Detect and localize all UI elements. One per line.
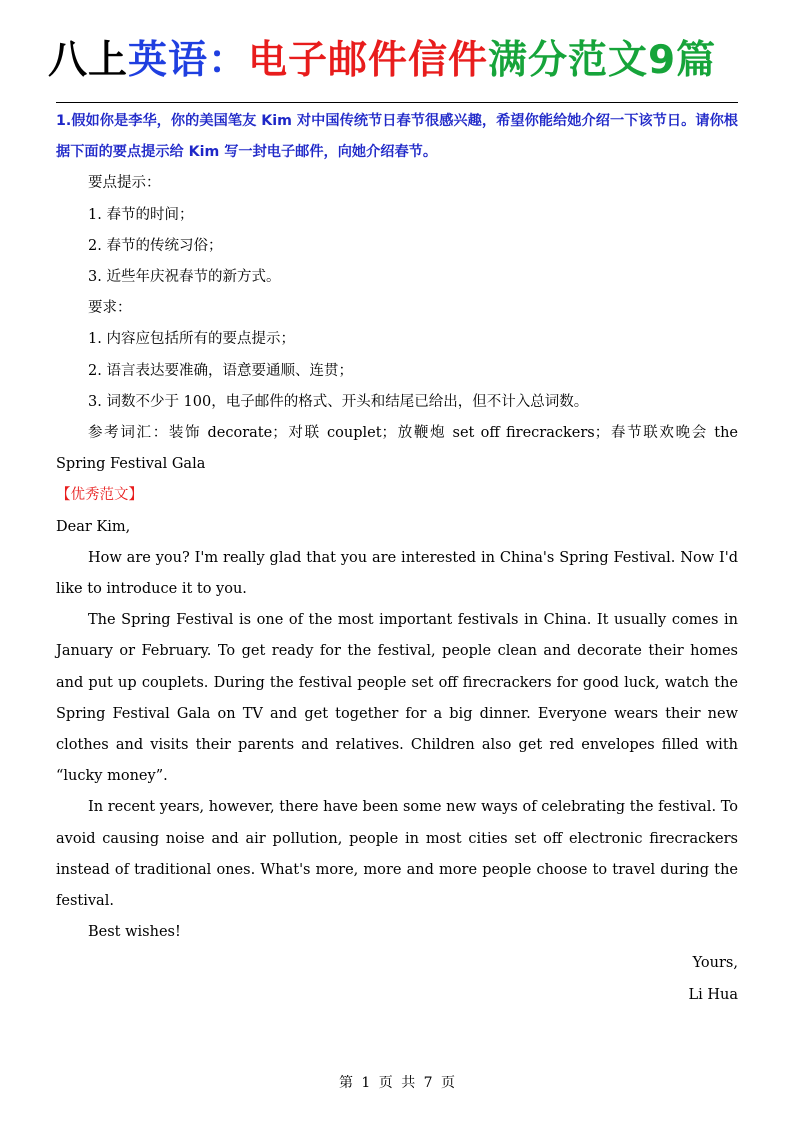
sample-label: 【优秀范文】 (56, 487, 143, 504)
letter-closing: Best wishes! (88, 924, 181, 941)
title-part-1: 八上 (48, 38, 129, 83)
requirement-item: 2. 语言表达要准确，语意要通顺、连贯； (88, 362, 353, 379)
requirement-item: 1. 内容应包括所有的要点提示； (88, 331, 295, 348)
title-divider (56, 102, 738, 103)
points-heading: 要点提示： (88, 175, 161, 192)
title-part-3: 电子邮件信件 (248, 38, 489, 83)
reference-vocabulary: 参考词汇：装饰 decorate；对联 couplet；放鞭炮 set off firecrackers；春节联欢晚会 the Spring Festival Gala (56, 425, 738, 473)
letter-greeting: Dear Kim, (56, 518, 131, 535)
page-title (48, 30, 768, 92)
document-body (56, 106, 738, 1011)
letter-paragraph: The Spring Festival is one of the most important festivals in China. It usually comes in January or February. To get ready for the festival, people clean and decorate their homes and put up couplets. During the festival people set off firecrackers for good luck, watch the Spring Festival Gala on TV and get together for a big dinner. Everyone wears their new clothes and visits their parents and relatives. Children also get red envelopes filled with “lucky money”. (56, 612, 738, 785)
title-part-4: 满分范文9篇 (488, 38, 717, 83)
point-item: 1. 春节的时间； (88, 206, 194, 223)
letter-paragraph: How are you? I'm really glad that you are interested in China's Spring Festival. Now I'd like to introduce it to you. (56, 549, 738, 598)
letter-signature: Li Hua (688, 986, 738, 1003)
point-item: 3. 近些年庆祝春节的新方式。 (88, 269, 281, 286)
requirements-heading: 要求： (88, 300, 132, 317)
letter-paragraph: In recent years, however, there have been some new ways of celebrating the festival. To avoid causing noise and air pollution, people in most cities set off electronic firecrackers instead of traditional ones. What's more, more and more people choose to travel during the festival. (56, 799, 738, 910)
point-item: 2. 春节的传统习俗； (88, 237, 223, 254)
letter-signoff: Yours, (692, 955, 738, 972)
title-part-2: 英语： (128, 38, 249, 83)
requirement-item: 3. 词数不少于 100，电子邮件的格式、开头和结尾已给出，但不计入总词数。 (88, 393, 589, 410)
page-number: 第 1 页 共 7 页 (338, 1075, 456, 1091)
question-prompt: 1.假如你是李华，你的美国笔友 Kim 对中国传统节日春节很感兴趣，希望你能给她介绍一下该节日。请你根据下面的要点提示给 Kim 写一封电子邮件，向她介绍春节。 (56, 113, 738, 161)
